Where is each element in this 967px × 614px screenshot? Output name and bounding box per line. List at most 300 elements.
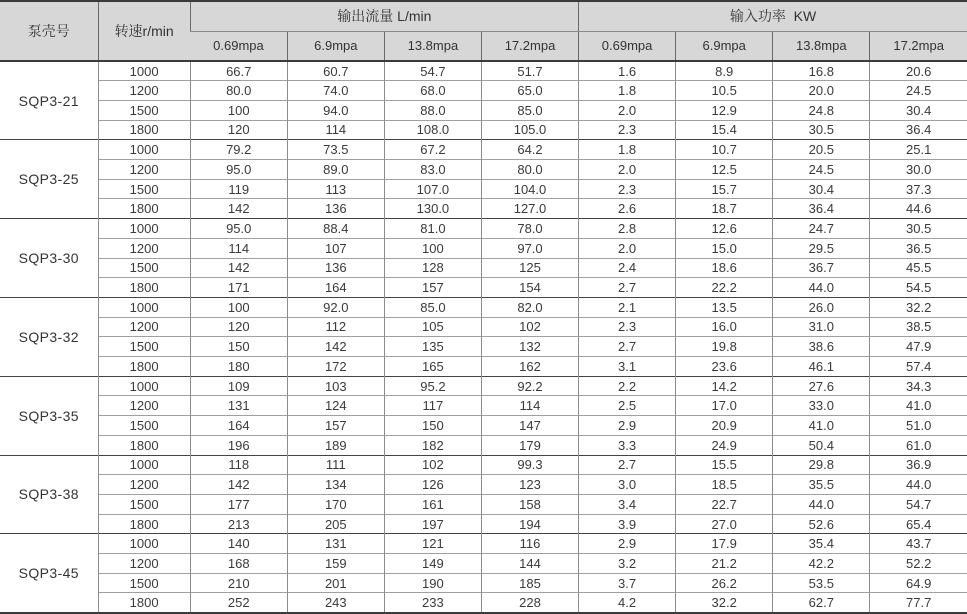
flow-value-cell: 194 [481, 514, 578, 534]
table-row [0, 61, 967, 81]
power-value-cell: 24.9 [676, 435, 773, 455]
pump-model-cell: SQP3-32 [0, 297, 98, 376]
table-row [0, 199, 967, 219]
power-value-cell: 24.8 [773, 100, 870, 120]
speed-cell: 1200 [98, 160, 190, 180]
power-value-cell: 22.2 [676, 278, 773, 298]
flow-value-cell: 168 [190, 554, 287, 574]
power-value-cell: 51.0 [870, 416, 967, 436]
flow-value-cell: 95.0 [190, 219, 287, 239]
power-value-cell: 2.3 [579, 179, 676, 199]
flow-value-cell: 150 [384, 416, 481, 436]
flow-value-cell: 120 [190, 317, 287, 337]
power-value-cell: 3.0 [579, 475, 676, 495]
power-value-cell: 44.0 [773, 494, 870, 514]
flow-value-cell: 149 [384, 554, 481, 574]
table-row [0, 396, 967, 416]
power-value-cell: 2.0 [579, 160, 676, 180]
flow-value-cell: 121 [384, 534, 481, 554]
power-value-cell: 46.1 [773, 357, 870, 377]
power-value-cell: 3.2 [579, 554, 676, 574]
flow-value-cell: 182 [384, 435, 481, 455]
flow-value-cell: 85.0 [481, 100, 578, 120]
flow-value-cell: 125 [481, 258, 578, 278]
power-value-cell: 33.0 [773, 396, 870, 416]
flow-value-cell: 119 [190, 179, 287, 199]
table-row [0, 554, 967, 574]
power-value-cell: 15.4 [676, 120, 773, 140]
table-row [0, 120, 967, 140]
flow-value-cell: 161 [384, 494, 481, 514]
flow-value-cell: 142 [190, 258, 287, 278]
flow-value-cell: 103 [287, 376, 384, 396]
flow-value-cell: 100 [190, 100, 287, 120]
power-value-cell: 34.3 [870, 376, 967, 396]
flow-value-cell: 170 [287, 494, 384, 514]
flow-value-cell: 132 [481, 337, 578, 357]
power-value-cell: 36.4 [773, 199, 870, 219]
header-pump-model: 泵壳号 [0, 1, 98, 61]
flow-value-cell: 51.7 [481, 61, 578, 81]
table-row [0, 455, 967, 475]
power-value-cell: 17.0 [676, 396, 773, 416]
power-value-cell: 42.2 [773, 554, 870, 574]
table-row [0, 357, 967, 377]
flow-value-cell: 131 [287, 534, 384, 554]
flow-value-cell: 189 [287, 435, 384, 455]
power-value-cell: 13.5 [676, 297, 773, 317]
flow-value-cell: 112 [287, 317, 384, 337]
table-row [0, 100, 967, 120]
speed-cell: 1800 [98, 278, 190, 298]
pump-model-cell: SQP3-45 [0, 534, 98, 613]
flow-value-cell: 82.0 [481, 297, 578, 317]
header-flow-pressure-2: 6.9mpa [287, 31, 384, 61]
flow-value-cell: 73.5 [287, 140, 384, 160]
flow-value-cell: 109 [190, 376, 287, 396]
flow-value-cell: 108.0 [384, 120, 481, 140]
power-value-cell: 43.7 [870, 534, 967, 554]
power-value-cell: 12.5 [676, 160, 773, 180]
power-value-cell: 2.0 [579, 238, 676, 258]
speed-cell: 1500 [98, 179, 190, 199]
flow-value-cell: 95.2 [384, 376, 481, 396]
table-row [0, 160, 967, 180]
power-value-cell: 8.9 [676, 61, 773, 81]
flow-value-cell: 128 [384, 258, 481, 278]
power-value-cell: 24.7 [773, 219, 870, 239]
power-value-cell: 36.5 [870, 238, 967, 258]
flow-value-cell: 74.0 [287, 81, 384, 101]
header-flow-pressure-1: 0.69mpa [190, 31, 287, 61]
power-value-cell: 18.6 [676, 258, 773, 278]
flow-value-cell: 100 [384, 238, 481, 258]
speed-cell: 1500 [98, 494, 190, 514]
flow-value-cell: 117 [384, 396, 481, 416]
power-value-cell: 14.2 [676, 376, 773, 396]
power-value-cell: 18.7 [676, 199, 773, 219]
power-value-cell: 2.7 [579, 455, 676, 475]
header-input-power: 输入功率 KW [579, 1, 967, 31]
power-value-cell: 10.5 [676, 81, 773, 101]
table-row [0, 435, 967, 455]
flow-value-cell: 54.7 [384, 61, 481, 81]
power-value-cell: 15.5 [676, 455, 773, 475]
power-value-cell: 19.8 [676, 337, 773, 357]
flow-value-cell: 159 [287, 554, 384, 574]
flow-value-cell: 111 [287, 455, 384, 475]
flow-value-cell: 113 [287, 179, 384, 199]
power-value-cell: 29.8 [773, 455, 870, 475]
speed-cell: 1200 [98, 238, 190, 258]
power-value-cell: 45.5 [870, 258, 967, 278]
power-value-cell: 62.7 [773, 593, 870, 613]
flow-value-cell: 114 [190, 238, 287, 258]
flow-value-cell: 120 [190, 120, 287, 140]
header-power-pressure-2: 6.9mpa [676, 31, 773, 61]
flow-value-cell: 102 [384, 455, 481, 475]
flow-value-cell: 114 [287, 120, 384, 140]
flow-value-cell: 100 [190, 297, 287, 317]
flow-value-cell: 127.0 [481, 199, 578, 219]
flow-value-cell: 92.2 [481, 376, 578, 396]
table-row [0, 416, 967, 436]
table-row [0, 475, 967, 495]
power-value-cell: 24.5 [870, 81, 967, 101]
flow-value-cell: 179 [481, 435, 578, 455]
pump-model-cell: SQP3-35 [0, 376, 98, 455]
flow-value-cell: 157 [384, 278, 481, 298]
power-value-cell: 36.7 [773, 258, 870, 278]
flow-value-cell: 107 [287, 238, 384, 258]
table-row [0, 238, 967, 258]
speed-cell: 1800 [98, 514, 190, 534]
flow-value-cell: 213 [190, 514, 287, 534]
power-value-cell: 17.9 [676, 534, 773, 554]
power-value-cell: 44.0 [773, 278, 870, 298]
power-value-cell: 52.2 [870, 554, 967, 574]
table-row [0, 179, 967, 199]
power-value-cell: 15.0 [676, 238, 773, 258]
power-value-cell: 20.0 [773, 81, 870, 101]
power-value-cell: 20.9 [676, 416, 773, 436]
power-value-cell: 30.5 [870, 219, 967, 239]
power-value-cell: 15.7 [676, 179, 773, 199]
header-row-groups [0, 1, 967, 31]
power-value-cell: 3.3 [579, 435, 676, 455]
header-power-pressure-1: 0.69mpa [579, 31, 676, 61]
power-value-cell: 16.8 [773, 61, 870, 81]
flow-value-cell: 105.0 [481, 120, 578, 140]
flow-value-cell: 134 [287, 475, 384, 495]
table-body [0, 61, 967, 613]
speed-cell: 1000 [98, 61, 190, 81]
flow-value-cell: 142 [287, 337, 384, 357]
power-value-cell: 37.3 [870, 179, 967, 199]
power-value-cell: 20.5 [773, 140, 870, 160]
flow-value-cell: 66.7 [190, 61, 287, 81]
power-value-cell: 52.6 [773, 514, 870, 534]
speed-cell: 1200 [98, 475, 190, 495]
power-value-cell: 23.6 [676, 357, 773, 377]
power-value-cell: 3.4 [579, 494, 676, 514]
flow-value-cell: 126 [384, 475, 481, 495]
power-value-cell: 2.7 [579, 278, 676, 298]
flow-value-cell: 81.0 [384, 219, 481, 239]
speed-cell: 1800 [98, 593, 190, 613]
power-value-cell: 2.8 [579, 219, 676, 239]
power-value-cell: 1.6 [579, 61, 676, 81]
flow-value-cell: 114 [481, 396, 578, 416]
flow-value-cell: 64.2 [481, 140, 578, 160]
flow-value-cell: 79.2 [190, 140, 287, 160]
power-value-cell: 41.0 [773, 416, 870, 436]
flow-value-cell: 142 [190, 199, 287, 219]
power-value-cell: 29.5 [773, 238, 870, 258]
power-value-cell: 31.0 [773, 317, 870, 337]
power-value-cell: 26.2 [676, 573, 773, 593]
power-value-cell: 64.9 [870, 573, 967, 593]
power-value-cell: 1.8 [579, 140, 676, 160]
flow-value-cell: 104.0 [481, 179, 578, 199]
power-value-cell: 2.2 [579, 376, 676, 396]
flow-value-cell: 102 [481, 317, 578, 337]
flow-value-cell: 95.0 [190, 160, 287, 180]
flow-value-cell: 105 [384, 317, 481, 337]
power-value-cell: 41.0 [870, 396, 967, 416]
power-value-cell: 2.7 [579, 337, 676, 357]
table-row [0, 81, 967, 101]
power-value-cell: 30.5 [773, 120, 870, 140]
power-value-cell: 38.5 [870, 317, 967, 337]
power-value-cell: 26.0 [773, 297, 870, 317]
speed-cell: 1800 [98, 357, 190, 377]
flow-value-cell: 210 [190, 573, 287, 593]
power-value-cell: 2.4 [579, 258, 676, 278]
power-value-cell: 25.1 [870, 140, 967, 160]
flow-value-cell: 118 [190, 455, 287, 475]
flow-value-cell: 164 [287, 278, 384, 298]
table-row [0, 593, 967, 613]
power-value-cell: 2.3 [579, 317, 676, 337]
power-value-cell: 3.7 [579, 573, 676, 593]
power-value-cell: 4.2 [579, 593, 676, 613]
table-row [0, 573, 967, 593]
power-value-cell: 47.9 [870, 337, 967, 357]
power-value-cell: 30.4 [773, 179, 870, 199]
table-row [0, 534, 967, 554]
speed-cell: 1500 [98, 100, 190, 120]
flow-value-cell: 144 [481, 554, 578, 574]
flow-value-cell: 154 [481, 278, 578, 298]
speed-cell: 1500 [98, 258, 190, 278]
power-value-cell: 22.7 [676, 494, 773, 514]
speed-cell: 1500 [98, 337, 190, 357]
power-value-cell: 53.5 [773, 573, 870, 593]
flow-value-cell: 130.0 [384, 199, 481, 219]
power-value-cell: 36.4 [870, 120, 967, 140]
table-row [0, 494, 967, 514]
power-value-cell: 3.1 [579, 357, 676, 377]
pump-model-cell: SQP3-38 [0, 455, 98, 534]
power-value-cell: 54.7 [870, 494, 967, 514]
flow-value-cell: 65.0 [481, 81, 578, 101]
flow-value-cell: 171 [190, 278, 287, 298]
header-power-pressure-4: 17.2mpa [870, 31, 967, 61]
flow-value-cell: 201 [287, 573, 384, 593]
flow-value-cell: 142 [190, 475, 287, 495]
flow-value-cell: 116 [481, 534, 578, 554]
flow-value-cell: 157 [287, 416, 384, 436]
power-value-cell: 27.6 [773, 376, 870, 396]
flow-value-cell: 88.4 [287, 219, 384, 239]
power-value-cell: 1.8 [579, 81, 676, 101]
power-value-cell: 65.4 [870, 514, 967, 534]
power-value-cell: 20.6 [870, 61, 967, 81]
flow-value-cell: 197 [384, 514, 481, 534]
power-value-cell: 2.9 [579, 416, 676, 436]
flow-value-cell: 60.7 [287, 61, 384, 81]
power-value-cell: 30.0 [870, 160, 967, 180]
flow-value-cell: 94.0 [287, 100, 384, 120]
flow-value-cell: 233 [384, 593, 481, 613]
table-row [0, 297, 967, 317]
power-value-cell: 2.6 [579, 199, 676, 219]
power-value-cell: 44.0 [870, 475, 967, 495]
pump-model-cell: SQP3-30 [0, 219, 98, 298]
flow-value-cell: 185 [481, 573, 578, 593]
flow-value-cell: 85.0 [384, 297, 481, 317]
flow-value-cell: 172 [287, 357, 384, 377]
power-value-cell: 10.7 [676, 140, 773, 160]
table-row [0, 258, 967, 278]
power-value-cell: 2.5 [579, 396, 676, 416]
table-row [0, 376, 967, 396]
table-row [0, 514, 967, 534]
speed-cell: 1000 [98, 534, 190, 554]
power-value-cell: 44.6 [870, 199, 967, 219]
flow-value-cell: 78.0 [481, 219, 578, 239]
flow-value-cell: 131 [190, 396, 287, 416]
flow-value-cell: 243 [287, 593, 384, 613]
table-row [0, 219, 967, 239]
flow-value-cell: 89.0 [287, 160, 384, 180]
table-row [0, 337, 967, 357]
power-value-cell: 2.0 [579, 100, 676, 120]
table-header [0, 1, 967, 61]
header-output-flow: 输出流量 L/min [190, 1, 578, 31]
flow-value-cell: 150 [190, 337, 287, 357]
table-row [0, 140, 967, 160]
header-power-pressure-3: 13.8mpa [773, 31, 870, 61]
header-speed: 转速r/min [98, 1, 190, 61]
power-value-cell: 2.1 [579, 297, 676, 317]
flow-value-cell: 228 [481, 593, 578, 613]
flow-value-cell: 92.0 [287, 297, 384, 317]
flow-value-cell: 177 [190, 494, 287, 514]
header-flow-pressure-3: 13.8mpa [384, 31, 481, 61]
speed-cell: 1000 [98, 219, 190, 239]
power-value-cell: 57.4 [870, 357, 967, 377]
flow-value-cell: 147 [481, 416, 578, 436]
flow-value-cell: 164 [190, 416, 287, 436]
power-value-cell: 61.0 [870, 435, 967, 455]
speed-cell: 1200 [98, 554, 190, 574]
power-value-cell: 35.4 [773, 534, 870, 554]
power-value-cell: 54.5 [870, 278, 967, 298]
power-value-cell: 18.5 [676, 475, 773, 495]
flow-value-cell: 158 [481, 494, 578, 514]
speed-cell: 1800 [98, 199, 190, 219]
power-value-cell: 24.5 [773, 160, 870, 180]
power-value-cell: 16.0 [676, 317, 773, 337]
power-value-cell: 3.9 [579, 514, 676, 534]
power-value-cell: 30.4 [870, 100, 967, 120]
speed-cell: 1500 [98, 573, 190, 593]
flow-value-cell: 196 [190, 435, 287, 455]
header-flow-pressure-4: 17.2mpa [481, 31, 578, 61]
flow-value-cell: 68.0 [384, 81, 481, 101]
power-value-cell: 35.5 [773, 475, 870, 495]
speed-cell: 1000 [98, 376, 190, 396]
power-value-cell: 38.6 [773, 337, 870, 357]
power-value-cell: 50.4 [773, 435, 870, 455]
power-value-cell: 36.9 [870, 455, 967, 475]
flow-value-cell: 252 [190, 593, 287, 613]
flow-value-cell: 180 [190, 357, 287, 377]
flow-value-cell: 80.0 [481, 160, 578, 180]
power-value-cell: 32.2 [676, 593, 773, 613]
flow-value-cell: 67.2 [384, 140, 481, 160]
flow-value-cell: 107.0 [384, 179, 481, 199]
flow-value-cell: 135 [384, 337, 481, 357]
table-row [0, 317, 967, 337]
speed-cell: 1200 [98, 317, 190, 337]
flow-value-cell: 123 [481, 475, 578, 495]
table-row [0, 278, 967, 298]
power-value-cell: 2.3 [579, 120, 676, 140]
pump-model-cell: SQP3-25 [0, 140, 98, 219]
power-value-cell: 12.9 [676, 100, 773, 120]
flow-value-cell: 99.3 [481, 455, 578, 475]
flow-value-cell: 190 [384, 573, 481, 593]
flow-value-cell: 162 [481, 357, 578, 377]
flow-value-cell: 124 [287, 396, 384, 416]
speed-cell: 1800 [98, 435, 190, 455]
flow-value-cell: 97.0 [481, 238, 578, 258]
flow-value-cell: 80.0 [190, 81, 287, 101]
speed-cell: 1800 [98, 120, 190, 140]
flow-value-cell: 136 [287, 199, 384, 219]
flow-value-cell: 88.0 [384, 100, 481, 120]
flow-value-cell: 83.0 [384, 160, 481, 180]
flow-value-cell: 205 [287, 514, 384, 534]
flow-value-cell: 165 [384, 357, 481, 377]
speed-cell: 1200 [98, 81, 190, 101]
power-value-cell: 12.6 [676, 219, 773, 239]
speed-cell: 1500 [98, 416, 190, 436]
flow-value-cell: 140 [190, 534, 287, 554]
flow-value-cell: 136 [287, 258, 384, 278]
power-value-cell: 27.0 [676, 514, 773, 534]
speed-cell: 1000 [98, 297, 190, 317]
power-value-cell: 21.2 [676, 554, 773, 574]
power-value-cell: 77.7 [870, 593, 967, 613]
speed-cell: 1200 [98, 396, 190, 416]
speed-cell: 1000 [98, 140, 190, 160]
power-value-cell: 2.9 [579, 534, 676, 554]
power-value-cell: 32.2 [870, 297, 967, 317]
